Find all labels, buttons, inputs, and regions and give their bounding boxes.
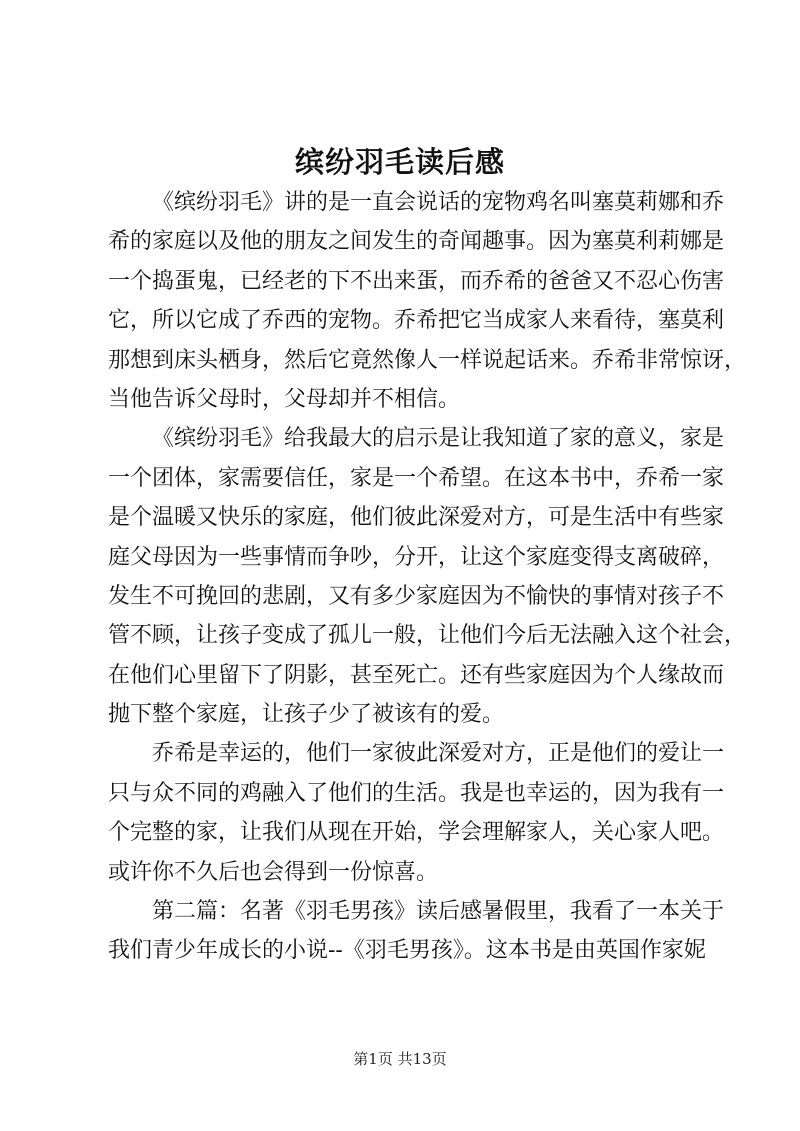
document-title: 缤纷羽毛读后感: [294, 145, 505, 179]
paragraph-line: 庭父母因为一些事情而争吵，分开，让这个家庭变得支离破碎，: [108, 544, 725, 570]
paragraph-line: 或许你不久后也会得到一份惊喜。: [108, 859, 439, 885]
paragraph-line: 乔希是幸运的，他们一家彼此深爱对方，正是他们的爱让一: [152, 741, 725, 767]
paragraph-line: 那想到床头栖身，然后它竟然像人一样说起话来。乔希非常惊讶，: [108, 347, 747, 373]
paragraph-line: 它，所以它成了乔西的宠物。乔希把它当成家人来看待，塞莫利: [108, 308, 725, 334]
paragraph-line: 《缤纷羽毛》给我最大的启示是让我知道了家的意义，家是: [152, 426, 725, 452]
paragraph-line: 希的家庭以及他的朋友之间发生的奇闻趣事。因为塞莫利莉娜是: [108, 229, 725, 255]
page-number-footer: 第1页 共13页: [353, 1050, 447, 1068]
paragraph-line: 第二篇：名著《羽毛男孩》读后感暑假里，我看了一本关于: [152, 899, 725, 925]
paragraph-line: 一个团体，家需要信任，家是一个希望。在这本书中，乔希一家: [108, 465, 725, 491]
document-body: [108, 183, 747, 971]
paragraph-line: 发生不可挽回的悲剧，又有多少家庭因为不愉快的事情对孩子不: [108, 583, 725, 609]
paragraph-line: 个完整的家，让我们从现在开始，学会理解家人，关心家人吧。: [108, 820, 725, 846]
paragraph-line: 抛下整个家庭，让孩子少了被该有的爱。: [108, 702, 505, 728]
paragraph-line: 当他告诉父母时，父母却并不相信。: [108, 386, 461, 412]
paragraph-line: 在他们心里留下了阴影，甚至死亡。还有些家庭因为个人缘故而: [108, 662, 725, 688]
paragraph-line: 管不顾，让孩子变成了孤儿一般，让他们今后无法融入这个社会，: [108, 623, 747, 649]
paragraph-line: 一个捣蛋鬼，已经老的下不出来蛋，而乔希的爸爸又不忍心伤害: [108, 268, 725, 294]
paragraph-line: 《缤纷羽毛》讲的是一直会说话的宠物鸡名叫塞莫莉娜和乔: [152, 190, 725, 215]
paragraph-line: 只与众不同的鸡融入了他们的生活。我是也幸运的，因为我有一: [108, 780, 725, 806]
paragraph-line: 我们青少年成长的小说--《羽毛男孩》。这本书是由英国作家妮: [108, 938, 706, 964]
paragraph-line: 是个温暖又快乐的家庭，他们彼此深爱对方，可是生活中有些家: [108, 505, 725, 531]
